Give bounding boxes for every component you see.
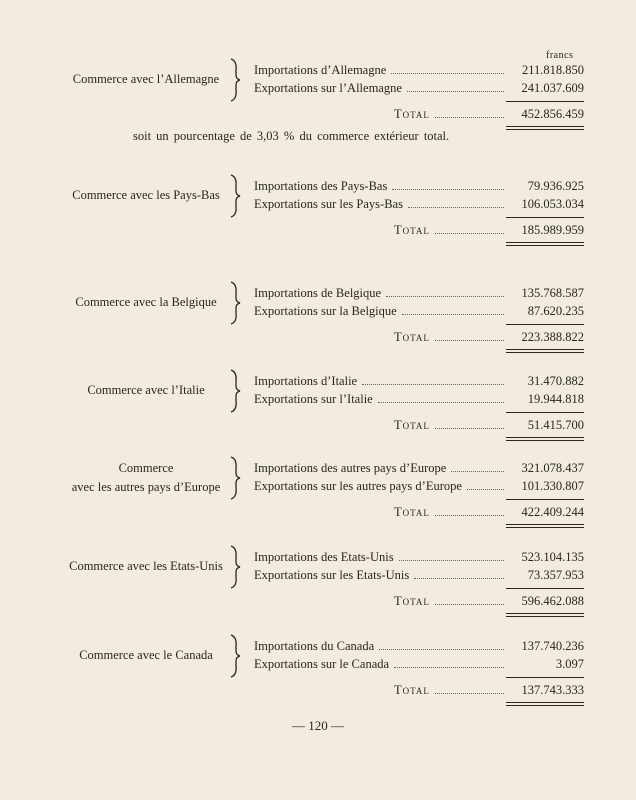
dot-leader — [394, 658, 504, 668]
export-label: Exportations sur les autres pays d’Europe — [254, 479, 462, 493]
total-double-rule — [506, 613, 584, 617]
trade-group — [0, 634, 636, 726]
export-label: Exportations sur la Belgique — [254, 304, 397, 318]
total-label: Total — [394, 223, 430, 237]
country-label — [60, 186, 232, 205]
total-value: 137.743.333 — [521, 683, 584, 697]
import-row — [254, 374, 504, 392]
import-row — [254, 286, 504, 304]
export-row — [254, 392, 504, 410]
dot-leader — [378, 393, 504, 403]
import-row — [254, 550, 504, 568]
import-label: Importations d’Allemagne — [254, 63, 387, 77]
sum-rule — [506, 588, 584, 589]
import-value: 523.104.135 — [521, 550, 584, 564]
trade-group — [0, 281, 636, 373]
brace-icon — [228, 369, 242, 413]
import-value: 137.740.236 — [521, 639, 584, 653]
sum-rule — [506, 324, 584, 325]
total-row — [394, 683, 504, 701]
import-value: 79.936.925 — [527, 179, 584, 193]
dot-leader — [386, 287, 504, 297]
import-value: 31.470.882 — [527, 374, 584, 388]
total-value: 185.989.959 — [521, 223, 584, 237]
total-value: 452.856.459 — [521, 107, 584, 121]
total-label: Total — [394, 418, 430, 432]
export-value: 19.944.818 — [527, 392, 584, 406]
sum-rule — [506, 677, 584, 678]
total-label: Total — [394, 505, 430, 519]
country-line: Commerce avec les Pays-Bas — [72, 188, 220, 202]
total-row — [394, 505, 504, 523]
dot-leader — [402, 305, 504, 315]
total-row — [394, 223, 504, 241]
sum-rule — [506, 499, 584, 500]
export-row — [254, 197, 504, 215]
import-label: Importations des Etats-Unis — [254, 550, 394, 564]
sum-rule — [506, 217, 584, 218]
brace-icon — [228, 634, 242, 678]
export-value: 73.357.953 — [527, 568, 584, 582]
import-label: Importations de Belgique — [254, 286, 382, 300]
country-line: Commerce avec le Canada — [79, 648, 213, 662]
country-label — [60, 557, 232, 576]
total-value: 51.415.700 — [527, 418, 584, 432]
country-line: Commerce avec l’Italie — [87, 383, 205, 397]
country-label — [60, 646, 232, 665]
dot-leader — [407, 82, 504, 92]
total-value: 422.409.244 — [521, 505, 584, 519]
export-row — [254, 304, 504, 322]
country-line: Commerce avec la Belgique — [75, 295, 217, 309]
dot-leader — [414, 569, 504, 579]
total-double-rule — [506, 126, 584, 130]
dot-leader — [379, 640, 504, 650]
brace-icon — [228, 545, 242, 589]
country-line: Commerce avec l’Allemagne — [72, 72, 220, 86]
percentage-note: soit un pourcentage de 3,03 % du commerce extérieur total. — [133, 129, 450, 143]
dot-leader — [392, 180, 504, 190]
country-label — [60, 293, 232, 312]
import-label: Importations des autres pays d’Europe — [254, 461, 447, 475]
export-row — [254, 479, 504, 497]
export-label: Exportations sur les Etats-Unis — [254, 568, 410, 582]
total-label: Total — [394, 683, 430, 697]
import-row — [254, 179, 504, 197]
export-value: 3.097 — [555, 657, 584, 671]
brace-icon — [228, 456, 242, 500]
country-line: Commerce — [118, 461, 174, 475]
sum-rule — [506, 101, 584, 102]
dot-leader — [391, 64, 504, 74]
total-label: Total — [394, 107, 430, 121]
country-line: avec les autres pays d’Europe — [71, 480, 221, 494]
export-row — [254, 657, 504, 675]
total-double-rule — [506, 437, 584, 441]
country-line: Commerce avec les Etats-Unis — [69, 559, 223, 573]
export-label: Exportations sur le Canada — [254, 657, 390, 671]
dot-leader — [408, 198, 504, 208]
export-label: Exportations sur les Pays-Bas — [254, 197, 403, 211]
total-label: Total — [394, 330, 430, 344]
trade-group — [0, 456, 636, 548]
total-label: Total — [394, 594, 430, 608]
export-value: 101.330.807 — [521, 479, 584, 493]
export-row — [254, 81, 504, 99]
total-double-rule — [506, 702, 584, 706]
total-row — [394, 330, 504, 348]
export-row — [254, 568, 504, 586]
total-row — [394, 418, 504, 436]
import-value: 321.078.437 — [521, 461, 584, 475]
import-label: Importations d’Italie — [254, 374, 358, 388]
import-row — [254, 461, 504, 479]
import-label: Importations des Pays-Bas — [254, 179, 388, 193]
import-value: 211.818.850 — [521, 63, 584, 77]
unit-label: francs — [546, 50, 574, 61]
total-row — [394, 594, 504, 612]
brace-icon — [228, 281, 242, 325]
import-row — [254, 63, 504, 81]
country-label — [60, 459, 232, 497]
trade-group — [0, 369, 636, 461]
export-label: Exportations sur l’Allemagne — [254, 81, 402, 95]
country-label — [60, 70, 232, 89]
brace-icon — [228, 58, 242, 102]
import-row — [254, 639, 504, 657]
dot-leader — [362, 375, 504, 385]
sum-rule — [506, 412, 584, 413]
trade-group — [0, 545, 636, 637]
total-value: 223.388.822 — [521, 330, 584, 344]
total-row — [394, 107, 504, 125]
total-double-rule — [506, 524, 584, 528]
total-double-rule — [506, 349, 584, 353]
export-value: 241.037.609 — [521, 81, 584, 95]
total-double-rule — [506, 242, 584, 246]
page-number: — 120 — — [292, 718, 344, 733]
export-value: 87.620.235 — [527, 304, 584, 318]
brace-icon — [228, 174, 242, 218]
country-label — [60, 381, 232, 400]
export-label: Exportations sur l’Italie — [254, 392, 373, 406]
export-value: 106.053.034 — [521, 197, 584, 211]
import-label: Importations du Canada — [254, 639, 375, 653]
dot-leader — [399, 551, 504, 561]
import-value: 135.768.587 — [521, 286, 584, 300]
trade-group — [0, 174, 636, 266]
total-value: 596.462.088 — [521, 594, 584, 608]
